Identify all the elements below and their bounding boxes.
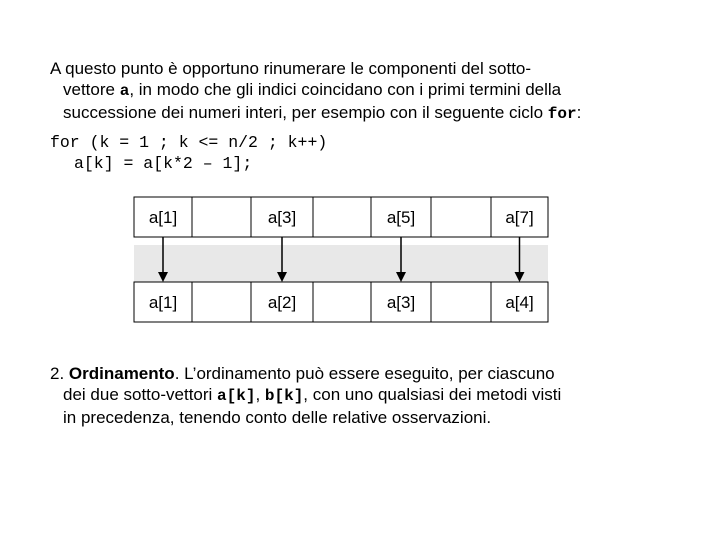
top-array-cell bbox=[431, 197, 491, 237]
paragraph-sorting-line-3: in precedenza, tenendo conto delle relative osservazioni. bbox=[63, 408, 492, 427]
top-array-cell-label: a[1] bbox=[148, 208, 178, 227]
bottom-array-cell bbox=[313, 282, 371, 322]
text-segment: , bbox=[255, 385, 265, 404]
text-segment: , in modo che gli indici coincidano con i primi termini della bbox=[129, 80, 562, 99]
code-line-2: a[k] = a[k*2 – 1]; bbox=[74, 154, 253, 173]
top-array-row bbox=[134, 197, 548, 237]
bottom-array-cell bbox=[192, 282, 251, 322]
bottom-array-row bbox=[134, 282, 548, 322]
section-title: Ordinamento bbox=[68, 364, 175, 383]
paragraph-intro-line-1: A questo punto è opportuno rinumerare le componenti del sotto- bbox=[50, 59, 532, 78]
diagram-background bbox=[134, 245, 548, 285]
text-segment: successione dei numeri interi, per esempio con il seguente ciclo bbox=[63, 103, 548, 122]
bottom-array-cell-label: a[3] bbox=[386, 293, 416, 312]
text-segment: : bbox=[576, 103, 582, 122]
top-array-cell-label: a[7] bbox=[505, 208, 534, 227]
paragraph-sorting-line-1 bbox=[50, 363, 561, 384]
inline-code-a-k: a[k] bbox=[217, 387, 256, 405]
paragraph-sorting bbox=[50, 363, 561, 428]
text-segment: . L’ordinamento può essere eseguito, per ciascuno bbox=[174, 364, 555, 383]
top-array-cell bbox=[192, 197, 251, 237]
text-segment: vettore bbox=[63, 80, 120, 99]
text-segment: , con uno qualsiasi dei metodi visti bbox=[303, 385, 562, 404]
section-number: 2. bbox=[50, 364, 69, 383]
bottom-array-cell-label: a[2] bbox=[267, 293, 297, 312]
top-array-cell-label: a[3] bbox=[267, 208, 297, 227]
bottom-array-cell-label: a[4] bbox=[505, 293, 534, 312]
code-line-1: for (k = 1 ; k <= n/2 ; k++) bbox=[50, 133, 328, 152]
top-array-cell-label: a[5] bbox=[386, 208, 416, 227]
bottom-array-cell bbox=[431, 282, 491, 322]
inline-code-for: for bbox=[547, 105, 577, 123]
inline-code-a: a bbox=[119, 82, 130, 100]
bottom-array-cell-label: a[1] bbox=[148, 293, 178, 312]
paragraph-sorting-line-2 bbox=[50, 384, 561, 407]
text-segment: dei due sotto-vettori bbox=[63, 385, 218, 404]
top-array-cell bbox=[313, 197, 371, 237]
inline-code-b-k: b[k] bbox=[264, 387, 304, 405]
